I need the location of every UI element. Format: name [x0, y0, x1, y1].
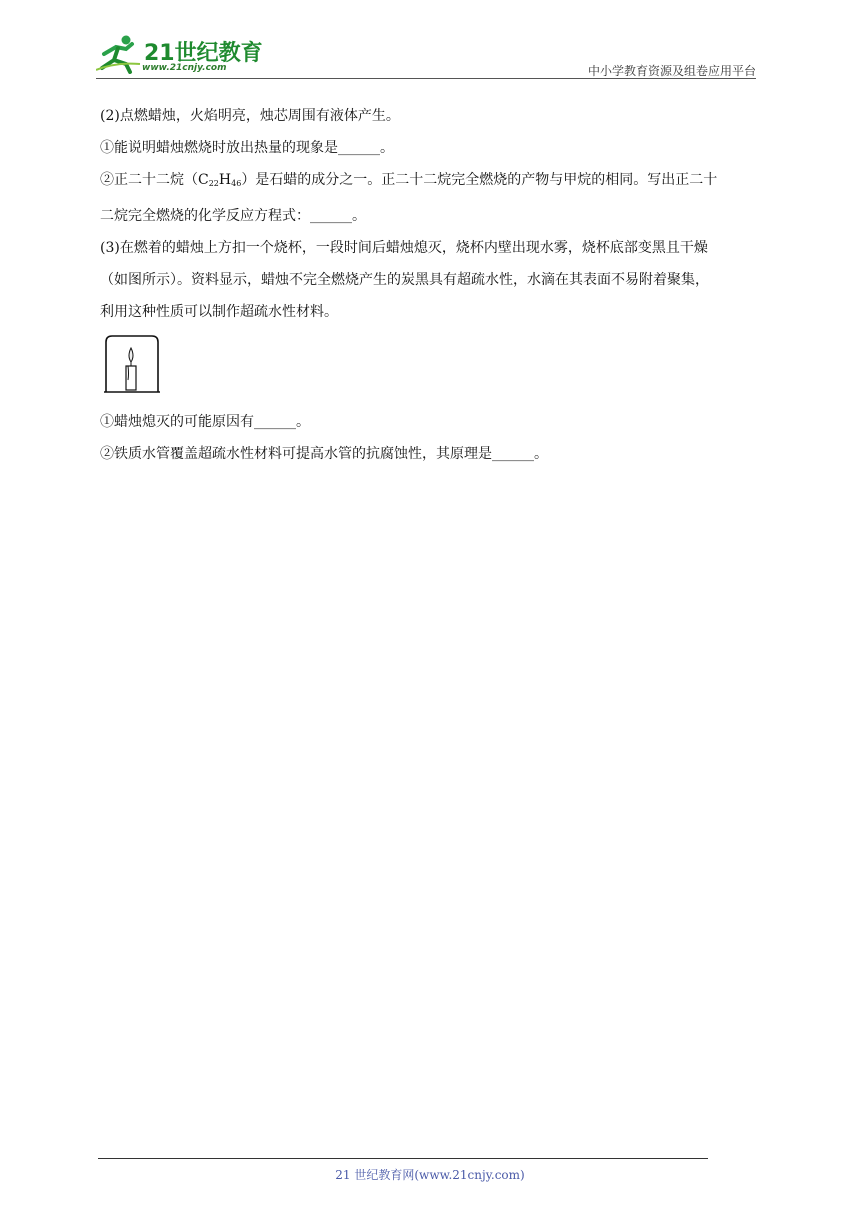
- candle-beaker-figure: [102, 334, 162, 394]
- q2-sub2-text-c: ）是石蜡的成分之一。正二十二烷完全燃烧的产物与甲烷的相同。写出正二十: [241, 172, 718, 188]
- q3-sub2: ②铁质水管覆盖超疏水性材料可提高水管的抗腐蚀性，其原理是______。: [100, 446, 548, 462]
- q3-line3: 利用这种性质可以制作超疏水性材料。: [100, 304, 338, 320]
- subscript-46: 46: [231, 179, 242, 188]
- footer-divider: [98, 1158, 708, 1159]
- subscript-22: 22: [208, 179, 219, 188]
- question-content: [100, 100, 760, 470]
- logo-text: 21世纪教育: [144, 41, 263, 66]
- q2-intro: (2)点燃蜡烛，火焰明亮，烛芯周围有液体产生。: [100, 108, 400, 124]
- q3-line1: (3)在燃着的蜡烛上方扣一个烧杯，一段时间后蜡烛熄灭，烧杯内壁出现水雾，烧杯底部变黑且干燥: [100, 240, 708, 256]
- platform-label: 中小学教育资源及组卷应用平台: [587, 64, 756, 78]
- q2-sub2-text-b: H: [218, 172, 232, 188]
- site-logo[interactable]: [96, 30, 266, 76]
- footer-link[interactable]: 21 世纪教育网(www.21cnjy.com): [335, 1168, 525, 1182]
- page-header: [96, 30, 756, 80]
- q2-sub2-line1: [100, 164, 760, 200]
- q3-line2: （如图所示）。资料显示，蜡烛不完全燃烧产生的炭黑具有超疏水性，水滴在其表面不易附着聚集，: [100, 272, 709, 288]
- logo-url: www.21cnjy.com: [142, 63, 227, 73]
- q3-sub1: ①蜡烛熄灭的可能原因有______。: [100, 414, 310, 430]
- header-divider: [96, 78, 756, 79]
- q2-sub2-line2: 二烷完全燃烧的化学反应方程式：______。: [100, 208, 366, 224]
- q2-sub2-text-a: ②正二十二烷（C: [100, 172, 209, 188]
- running-person-icon: [96, 34, 142, 74]
- q2-sub1: ①能说明蜡烛燃烧时放出热量的现象是______。: [100, 140, 394, 156]
